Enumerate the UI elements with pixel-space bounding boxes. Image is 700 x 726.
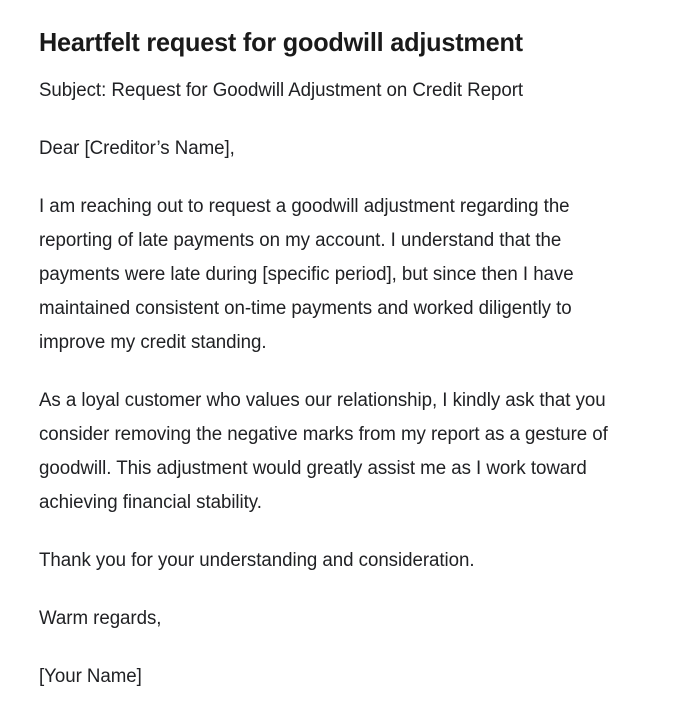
closing-thanks: Thank you for your understanding and consideration. xyxy=(39,550,475,571)
sign-off: Warm regards, xyxy=(39,608,162,629)
body-paragraph-1: I am reaching out to request a goodwill adjustment regarding the reporting of late payments on my account. I understand that the payments were late during [specific period], but since then I have maintained consistent on-time payments and worked diligently to improve my credit standing. xyxy=(39,196,574,353)
salutation: Dear [Creditor’s Name], xyxy=(39,138,235,159)
signature-name: [Your Name] xyxy=(39,666,142,687)
letter-body xyxy=(39,74,641,694)
body-paragraph-2: As a loyal customer who values our relationship, I kindly ask that you consider removing the negative marks from my report as a gesture of goodwill. This adjustment would greatly assist me as I work toward achieving financial stability. xyxy=(39,390,608,513)
subject-line: Subject: Request for Goodwill Adjustment on Credit Report xyxy=(39,80,524,101)
page-title: Heartfelt request for goodwill adjustment xyxy=(39,27,523,57)
